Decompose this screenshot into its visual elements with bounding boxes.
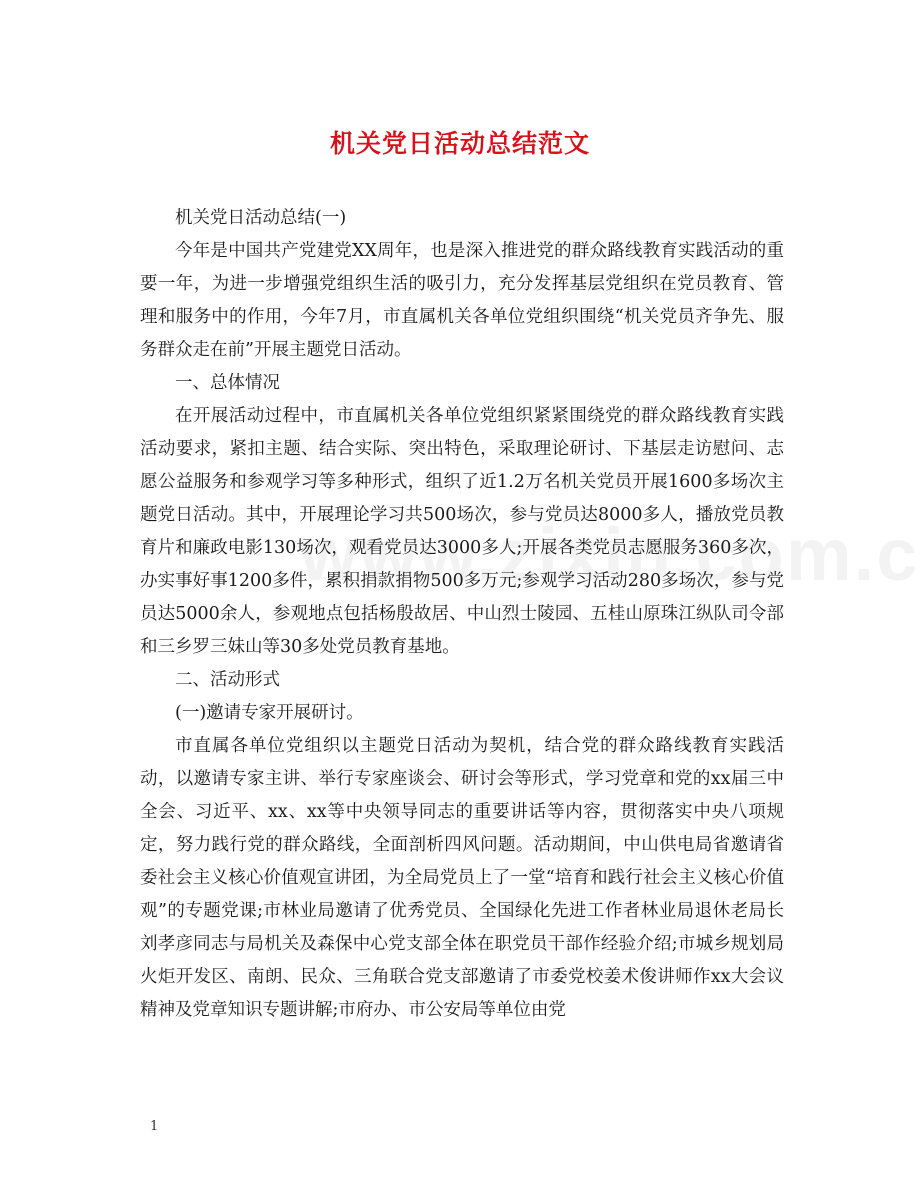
body-paragraph: 今年是中国共产党建党XX周年，也是深入推进党的群众路线教育实践活动的重要一年，为进一步增强党组织生活的吸引力，充分发挥基层党组织在党员教育、管理和服务中的作用，今年7月，市直属机关各单位党组织围绕“机关党员齐争先、服务群众走在前”开展主题党日活动。 (140, 241, 784, 360)
body-paragraph: 在开展活动过程中，市直属机关各单位党组织紧紧围绕党的群众路线教育实践活动要求，紧扣主题、结合实际、突出特色，采取理论研讨、下基层走访慰问、志愿公益服务和参观学习等多种形式，组织了近1.2万名机关党员开展1600多场次主题党日活动。其中，开展理论学习共500场次，参与党员达8000多人，播放党员教育片和廉政电影130场次，观看党员达3000多人;开展各类党员志愿服务360多次，办实事好事1200多件，累积捐款捐物500多万元;参观学习活动280多场次，参与党员达5000余人，参观地点包括杨殷故居、中山烈士陵园、五桂山原珠江纵队司令部和三乡罗三妹山等30多处党员教育基地。 (140, 406, 784, 657)
document-body (140, 202, 784, 1027)
body-paragraph: 市直属各单位党组织以主题党日活动为契机，结合党的群众路线教育实践活动，以邀请专家主讲、举行专家座谈会、研讨会等形式，学习党章和党的xx届三中全会、习近平、xx、xx等中央领导同志的重要讲话等内容，贯彻落实中央八项规定，努力践行党的群众路线，全面剖析四风问题。活动期间，中山供电局省邀请省委社会主义核心价值观宣讲团，为全局党员上了一堂“培育和践行社会主义核心价值观”的专题党课;市林业局邀请了优秀党员、全国绿化先进工作者林业局退休老局长刘孝彦同志与局机关及森保中心党支部全体在职党员干部作经验介绍;市城乡规划局火炬开发区、南朗、民众、三角联合党支部邀请了市委党校姜术俊讲师作xx大会议精神及党章知识专题讲解;市府办、市公安局等单位由党 (140, 736, 784, 1020)
document-title: 机关党日活动总结范文 (329, 129, 590, 158)
section-heading: 机关党日活动总结(一) (175, 208, 347, 228)
section-heading: 二、活动形式 (175, 670, 280, 690)
sub-heading: (一)邀请专家开展研讨。 (175, 703, 364, 723)
page-number: 1 (150, 1119, 159, 1134)
section-heading: 一、总体情况 (175, 373, 280, 393)
